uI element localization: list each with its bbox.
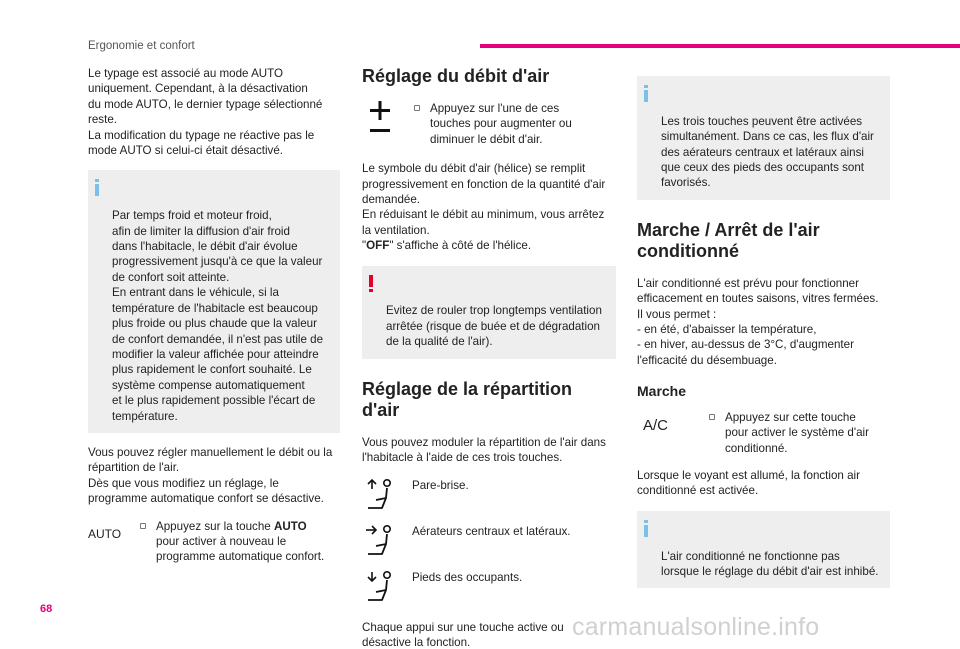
column-left [88, 66, 340, 577]
warning-icon [369, 275, 373, 292]
distribution-intro: Vous pouvez moduler la répartition de l'air dans l'habitacle à l'aide de ces trois touches. [362, 435, 606, 465]
checkbox-bullet-icon [140, 523, 146, 529]
info-box-ac-inhibited [637, 511, 890, 589]
watermark: carmanualsonline.info [572, 613, 820, 641]
info-text: Par temps froid et moteur froid, afin de limiter la diffusion d'air froid dans l'habitacle, le débit d'air évolue progressivement jusqu'à ce que la valeur de confort soit atteinte. En entrant dans le véhicule, si la température de l'habitacle est beaucoup plus froide ou plus chaude que la valeur de confort demandée, il n'est pas utile de modifier la valeur affichée pour atteindre plus rapidement le confort souhaité. Le système compense automatiquement et le plus rapidement possible l'écart de température. [112, 209, 324, 423]
distribution-footer: Chaque appui sur une touche active ou désactive la fonction. [362, 620, 564, 649]
auto-key-row [88, 519, 340, 565]
ac-button-label: A/C [643, 416, 669, 434]
ac-list-item: - en hiver, au-dessus de 3°C, d'augmenter l'efficacité du désembuage. [637, 338, 854, 367]
vents-airflow-icon [362, 524, 412, 562]
warning-text: Evitez de rouler trop longtemps ventilation arrêtée (risque de buée et de dégradation de la qualité de l'air). [386, 304, 602, 349]
plusminus-instruction: Appuyez sur l'une de ces touches pour augmenter ou diminuer le débit d'air. [412, 101, 616, 147]
header-accent-bar [480, 44, 960, 48]
distribution-item [362, 570, 616, 616]
warning-box [362, 266, 616, 359]
feet-airflow-icon [362, 570, 412, 608]
ac-on-paragraph: Lorsque le voyant est allumé, la fonction air conditionné est activée. [637, 468, 860, 498]
ac-instruction: Appuyez sur cette touche pour activer le système d'air conditionné. [707, 410, 890, 456]
info-icon [644, 85, 648, 102]
airflow-section-title: Réglage du débit d'air [362, 66, 550, 86]
windscreen-airflow-icon [362, 478, 412, 516]
manual-paragraph: Vous pouvez régler manuellement le débit ou la répartition de l'air. Dès que vous modifiez un réglage, le programme automatique confort se désactive. [88, 445, 333, 506]
column-right [637, 76, 890, 600]
ac-key-row [637, 410, 890, 456]
auto-key-instruction: Appuyez sur la touche AUTO pour activer à nouveau le programme automatique confort. [138, 519, 340, 565]
plusminus-key-row [362, 101, 616, 147]
marche-title: Marche [637, 383, 687, 400]
distribution-item [362, 524, 616, 570]
info-box-three-keys [637, 76, 890, 200]
ac-list-item: - en été, d'abaisser la température, [637, 323, 817, 337]
page-number: 68 [40, 603, 53, 615]
info-text: L'air conditionné ne fonctionne pas lorsque le réglage du débit d'air est inhibé. [661, 549, 879, 578]
ac-intro: L'air conditionné est prévu pour fonctionner efficacement en toutes saisons, vitres fermées. Il vous permet : [637, 276, 879, 321]
info-icon [95, 179, 99, 196]
distribution-label: Pieds des occupants. [412, 570, 523, 584]
checkbox-bullet-icon [414, 105, 420, 111]
checkbox-bullet-icon [709, 414, 715, 420]
off-paragraph: "OFF" s'affiche à côté de l'hélice. [362, 239, 532, 253]
info-text: Les trois touches peuvent être activées simultanément. Dans ce cas, les flux d'air des aérateurs centraux et latéraux ainsi que ceux des pieds des occupants sont favorisés. [661, 114, 874, 190]
distribution-item [362, 478, 616, 524]
info-box-cold-weather [88, 170, 340, 433]
ac-section-title: Marche / Arrêt de l'air conditionné [637, 219, 820, 261]
distribution-section-title: Réglage de la répartition d'air [362, 378, 573, 420]
auto-button-label: AUTO [88, 526, 122, 541]
page-header-title: Ergonomie et confort [88, 40, 195, 52]
plus-minus-icon [362, 101, 412, 141]
fan-symbol-paragraph: Le symbole du débit d'air (hélice) se remplit progressivement en fonction de la quantité d'air demandée. En réduisant le débit au minimum, vous arrêtez la ventilation. [362, 162, 606, 237]
intro-paragraph: Le typage est associé au mode AUTO uniquement. Cependant, à la désactivation du mode AUTO, le dernier typage sélectionné reste. La modification du typage ne réactive pas le mode AUTO si celui-ci était désactivé. [88, 67, 323, 158]
distribution-label: Pare-brise. [412, 478, 469, 492]
info-icon [644, 520, 648, 537]
column-middle [362, 66, 616, 649]
distribution-label: Aérateurs centraux et latéraux. [412, 524, 571, 538]
